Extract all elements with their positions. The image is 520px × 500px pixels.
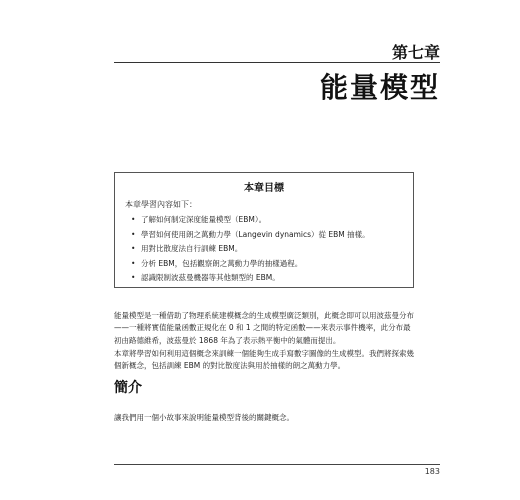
chapter-number: 第七章 (391, 43, 440, 62)
footer-rule (114, 464, 440, 465)
objectives-list (125, 213, 403, 286)
section-heading: 簡介 (114, 380, 142, 396)
body-paragraph-2: 本章將學習如何利用這個概念來訓練一個能夠生成手寫數字圖像的生成模型。我們將探索幾個新概念，包括訓練 EBM 的對比散度法與用於抽樣的朗之萬動力學。 (114, 348, 414, 370)
objective-item (131, 257, 403, 272)
objective-text: 用對比散度法自行訓練 EBM。 (141, 244, 243, 253)
objective-item (131, 242, 403, 257)
objectives-title: 本章目標 (244, 183, 284, 194)
objective-text: 學習如何使用朗之萬動力學（Langevin dynamics）從 EBM 抽樣。 (141, 229, 370, 239)
bullet-icon: • (131, 215, 136, 224)
objectives-box (114, 172, 414, 288)
bullet-icon: • (131, 273, 136, 282)
body-paragraph-1: 能量模型是一種借助了物理系統建模概念的生成模型廣泛類別，此概念即可以用波茲曼分布——一種將實值能量函數正規化在 0 和 1 之間的特定函數——來表示事件機率，此分布最初由路德維希，波茲曼於 1868 年為了表示熱平衡中的氣體而提出。 (114, 310, 414, 345)
objective-text: 分析 EBM，包括觀察朗之萬動力學的抽樣過程。 (141, 258, 303, 268)
objective-text: 認識限制波茲曼機器等其他類型的 EBM。 (141, 273, 280, 282)
bullet-icon: • (131, 229, 136, 239)
bullet-icon: • (131, 244, 136, 253)
objective-text: 了解如何制定深度能量模型（EBM）。 (141, 215, 267, 224)
chapter-title: 能量模型 (319, 71, 440, 104)
page-number: 183 (424, 467, 440, 476)
objectives-intro: 本章學習內容如下： (125, 200, 197, 209)
objective-item (131, 213, 403, 228)
objective-item (131, 228, 403, 243)
chapter-rule (114, 62, 440, 63)
body-paragraph-3: 讓我們用一個小故事來說明能量模型背後的關鍵概念。 (114, 412, 294, 422)
bullet-icon: • (131, 258, 136, 268)
objective-item (131, 271, 403, 286)
